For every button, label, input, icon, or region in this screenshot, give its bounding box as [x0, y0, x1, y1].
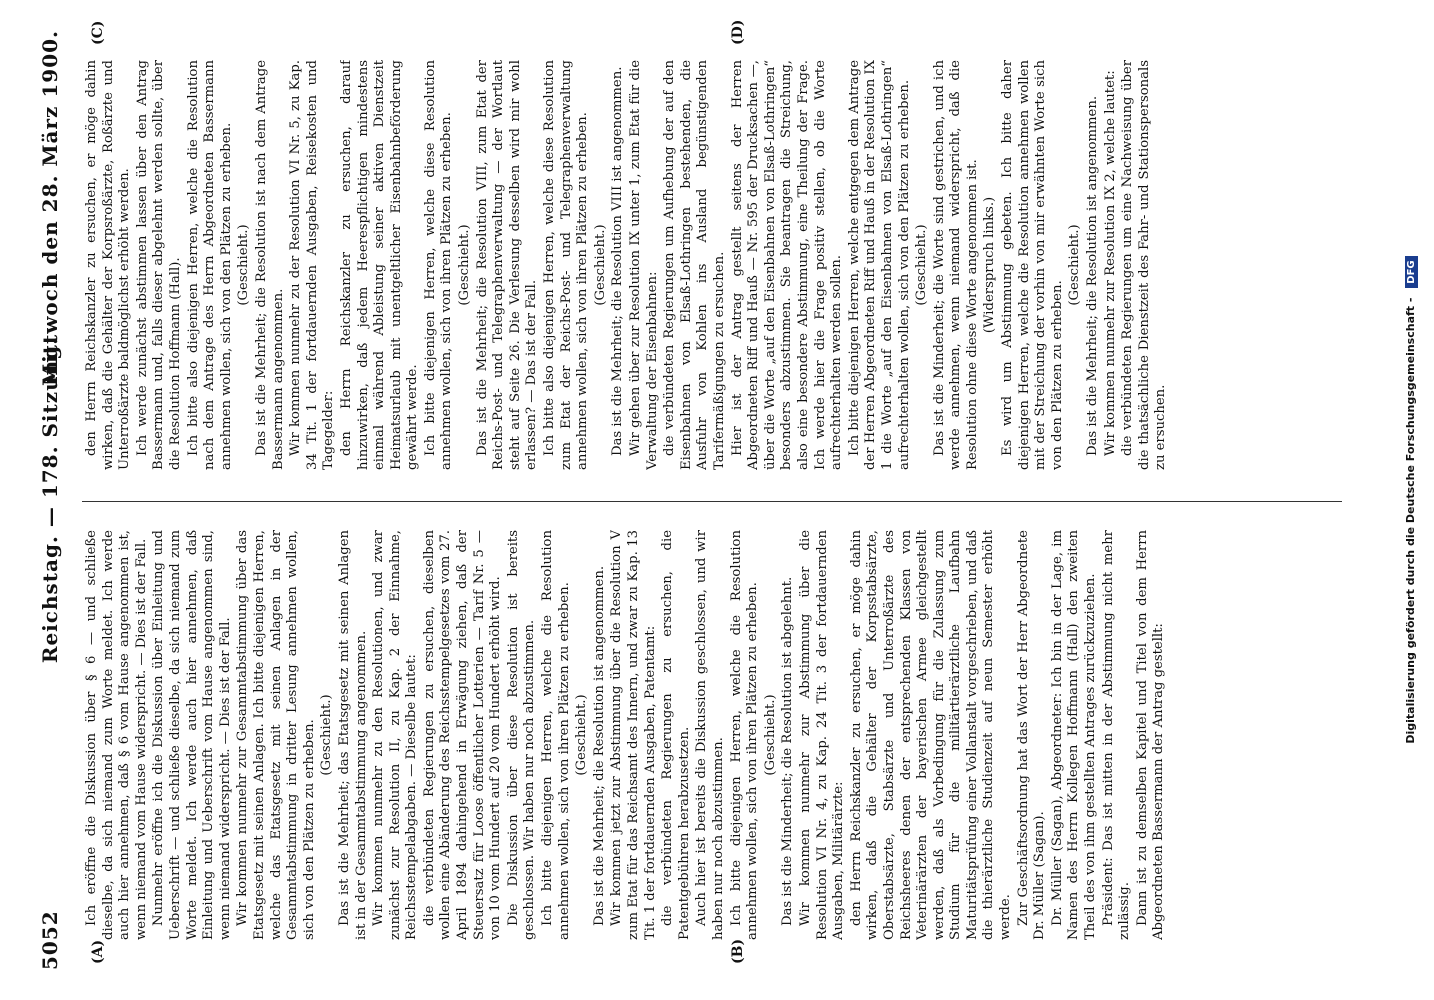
paragraph: Das ist die Mehrheit; das Etatsgesetz mit seinen Anlagen ist in der Gesammtabstimmung angenommen. [336, 530, 369, 940]
paragraph: Wir kommen nunmehr zur Abstimmung über die Resolution VI Nr. 4, zu Kap. 24 Tit. 3 der fortdauernden Ausgaben, Militärärzte: [797, 530, 847, 940]
paragraph: (Geschieht.) [592, 224, 608, 306]
paragraph: Wir kommen nunmehr zur Gesammtabstimmung über das Etatsgesetz mit seinen Anlagen. Ich bitte diejenigen Herren, welche das Etatsgesetz mit seinen Anlagen in der Gesammtabstimmung in dritter Lesung annehmen wollen, sich von den Plätzen zu erheben. [235, 530, 317, 940]
margin-marker-d: (D) [730, 19, 746, 45]
paragraph: Präsident: Das ist mitten in der Abstimmung nicht mehr zulässig. [1100, 530, 1133, 940]
paragraph: den Herrn Reichskanzler zu ersuchen, darauf hinzuwirken, daß jedem Heerespflichtigen mindestens einmal während Ableistung seiner aktiven Dienstzeit Heimatsurlaub mit unentgeltlicher Eisenbahnbeförderung gewährt werde. [338, 60, 421, 470]
paragraph: Ich bitte also diejenigen Herren, welche diese Resolution zum Etat der Reichs-Post- und Telegraphenverwaltung annehmen wollen, sich von ihren Plätzen zu erheben. [542, 60, 591, 470]
paragraph: Wir kommen nunmehr zu den Resolutionen, und zwar zunächst zur Resolution II, zu Kap. 2 der Einnahme, Reichsstempelabgaben. — Dieselbe lautet: [371, 530, 420, 940]
paragraph: Wir kommen nunmehr zur Resolution IX 2, welche lautet: [1102, 70, 1118, 456]
paragraph: Ich bitte diejenigen Herren, welche die Resolution annehmen wollen, sich von ihren Plätzen zu erheben. [728, 530, 761, 940]
margin-marker-b: (B) [730, 938, 746, 964]
page-header [30, 30, 74, 970]
paragraph: Das ist die Mehrheit; die Resolution ist angenommen. [1085, 95, 1101, 456]
paragraph: die verbündeten Regierungen um Aufhebung der auf den Eisenbahnen von Elsaß-Lothringen bestehenden, die Ausfuhr von Kohlen ins Ausland begünstigenden Tarifermäßigungen zu ersuchen. [662, 60, 727, 470]
paragraph: Das ist die Mehrheit; die Resolution VIII ist angenommen. [610, 66, 626, 456]
paragraph: Das ist die Minderheit; die Worte sind gestrichen, und ich werde annehmen, wenn niemand widerspricht, daß die Resolution ohne diese Worte angenommen ist. [931, 60, 980, 470]
paragraph: den Herrn Reichskanzler zu ersuchen, er möge dahin wirken, daß die Gehälter der Korpsstabsärzte, Oberstabsärzte, Stabsärzte und Unterroßärzte des Reichsheeres denen der entsprechenden Klassen von Veterinärärzten der bayerischen Armee gleichgestellt werden, daß als Vorbedingung für die Zulassung zum Studium für die militärtierärztliche Laufbahn Maturitätsprüfung einer Vollanstalt vorgeschrieben, und daß die thierärztliche Studienzeit auf neun Semester erhöht werde. [848, 530, 1014, 940]
paragraph: die verbündeten Regierungen zu ersuchen, dieselben wollen eine Abänderung des Reichsstempelgesetzes vom 27. April 1894 dahingehend in Erwägung ziehen, daß der Steuersatz für Loose öffentlicher Lotterien — Tarif Nr. 5 — von 10 vom Hundert auf 20 vom Hundert erhöht wird. [421, 530, 504, 940]
paragraph: Wir gehen über zur Resolution IX unter 1, zum Etat für die Verwaltung der Eisenbahnen: [628, 60, 660, 470]
paragraph: (Geschieht.) [1067, 224, 1083, 306]
paragraph: Wir kommen nunmehr zu der Resolution VI Nr. 5, zu Kap. 34 Tit. 1 der fortdauernden Ausgaben, Reisekosten und Tagegelder: [288, 60, 337, 470]
paragraph: Hier ist der Antrag gestellt seitens der Herren Abgeordneten Riff und Hauß — Nr. 595 der Drucksachen —, über die Worte „auf den Eisenbahnen von Elsaß-Lothringen“ besonders abzustimmen. Sie beantragen die Streichung, also eine besondere Abstimmung, eine Theilung der Frage. Ich werde hier die Frage positiv stellen, ob die Worte aufrechterhalten werden sollen. [729, 60, 845, 470]
paragraph: (Geschieht.) [914, 224, 930, 306]
paragraph: Dr. Müller (Sagan), Abgeordneter: Ich bin in der Lage, im Namen des Herrn Kollegen Hoffmann (Hall) den zweiten Theil des von ihm gestellten Antrages zurückzuziehen. [1049, 530, 1099, 940]
session-title: Reichstag. — 178. Sitzung. [38, 336, 62, 664]
paragraph: Die Diskussion über diese Resolution ist bereits geschlossen. Wir haben nur noch abzustimmen. [505, 530, 538, 940]
paragraph: Ich bitte diejenigen Herren, welche die Resolution annehmen wollen, sich von ihren Plätzen zu erheben. [540, 530, 572, 940]
paragraph: Auch hier ist bereits die Diskussion geschlossen, und wir haben nur noch abzustimmen. [694, 530, 726, 940]
paragraph: (Geschieht.) [457, 224, 473, 306]
page-number: 5052 [38, 910, 62, 970]
left-text-column [84, 530, 1339, 940]
paragraph: (Widerspruch links.) [982, 196, 998, 334]
session-date: Mittwoch den 28. März 1900. [38, 30, 62, 387]
paragraph: die verbündeten Regierungen zu ersuchen, die Patentgebühren herabzusetzen. [660, 530, 692, 940]
paragraph: Ich werde zunächst abstimmen lassen über den Antrag Bassermann und, falls dieser abgelehnt werden sollte, über die Resolution Hoffmann (Hall). [134, 60, 183, 470]
paragraph: Nunmehr eröffne ich die Diskussion über Einleitung und Ueberschrift — und schließe dieselbe, da sich niemand zum Worte meldet. Ich werde auch hier annehmen, daß Einleitung und Ueberschrift vom Hause angenommen sind, wenn niemand widerspricht. — Dies ist der Fall. [151, 530, 233, 940]
paragraph: Ich bitte diejenigen Herren, welche diese Resolution annehmen wollen, sich von ihren Plätzen zu erheben. [422, 60, 455, 470]
paragraph: Das ist die Mehrheit; die Resolution VIII, zum Etat der Reichs-Post- und Telegraphenverwaltung — der Wortlaut steht auf Seite 26. Die Verlesung desselben wird mir wohl erlassen? — Das ist der Fall. [474, 60, 540, 470]
paragraph: Das ist die Mehrheit; die Resolution ist angenommen. [591, 565, 607, 926]
paragraph: Dann ist zu demselben Kapitel und Titel von dem Herrn Abgeordneten Bassermann der Antrag gestellt: [1134, 530, 1167, 940]
paragraph: die verbündeten Regierungen um eine Nachweisung über die thatsächliche Dienstzeit des Fahr- und Stationspersonals zu ersuchen. [1120, 60, 1169, 470]
paragraph: Ich bitte diejenigen Herren, welche entgegen dem Antrage der Herren Abgeordneten Riff und Hauß in der Resolution IX 1 die Worte „auf den Eisenbahnen von Elsaß-Lothringen“ aufrechterhalten wollen, sich von den Plätzen zu erheben. [846, 60, 912, 470]
paragraph: (Geschieht.) [236, 224, 252, 306]
column-divider [82, 501, 1342, 502]
paragraph: Ich bitte also diejenigen Herren, welche die Resolution nach dem Antrage des Herrn Abgeordneten Bassermann annehmen wollen, sich von den Plätzen zu erheben. [185, 60, 234, 470]
paragraph: (Geschieht.) [319, 694, 335, 776]
paragraph: Das ist die Minderheit; die Resolution ist abgelehnt. [780, 576, 796, 926]
paragraph: Zur Geschäftsordnung hat das Wort der Herr Abgeordnete Dr. Müller (Sagan). [1015, 530, 1048, 940]
dfg-credit [1404, 0, 1418, 1000]
paragraph: Das ist die Mehrheit; die Resolution ist nach dem Antrage Bassermann angenommen. [253, 60, 286, 470]
dfg-logo: DFG [1405, 256, 1418, 287]
right-text-column [84, 60, 1339, 470]
paragraph: den Herrn Reichskanzler zu ersuchen, er möge dahin wirken, daß die Gehälter der Korpsroßärzte, Roßärzte und Unterroßärzte baldmöglichst erhöht werden. [84, 60, 133, 470]
dfg-credit-text: Digitalisierung gefördert durch die Deutsche Forschungsgemeinschaft - [1404, 297, 1417, 744]
paragraph: (Geschieht.) [574, 694, 590, 776]
margin-marker-a: (A) [90, 939, 106, 964]
paragraph: Wir kommen jetzt zur Abstimmung über die Resolution V zum Etat für das Reichsamt des Innern, und zwar zu Kap. 13 Tit. 1 der fortdauernden Ausgaben, Patentamt: [609, 530, 658, 940]
paragraph: (Geschieht.) [762, 694, 778, 776]
margin-marker-c: (C) [90, 20, 106, 45]
paragraph: Es wird um Abstimmung gebeten. Ich bitte daher diejenigen Herren, welche die Resolution annehmen wollen mit der Streichung der vorhin von mir erwähnten Worte sich von den Plätzen zu erheben. [1000, 60, 1065, 470]
paragraph: Ich eröffne die Diskussion über § 6 — und schließe dieselbe, da sich niemand zum Worte meldet. Ich werde auch hier annehmen, daß § 6 vom Hause angenommen ist, wenn niemand vom Hause widerspricht. — Dies ist der Fall. [84, 530, 149, 940]
